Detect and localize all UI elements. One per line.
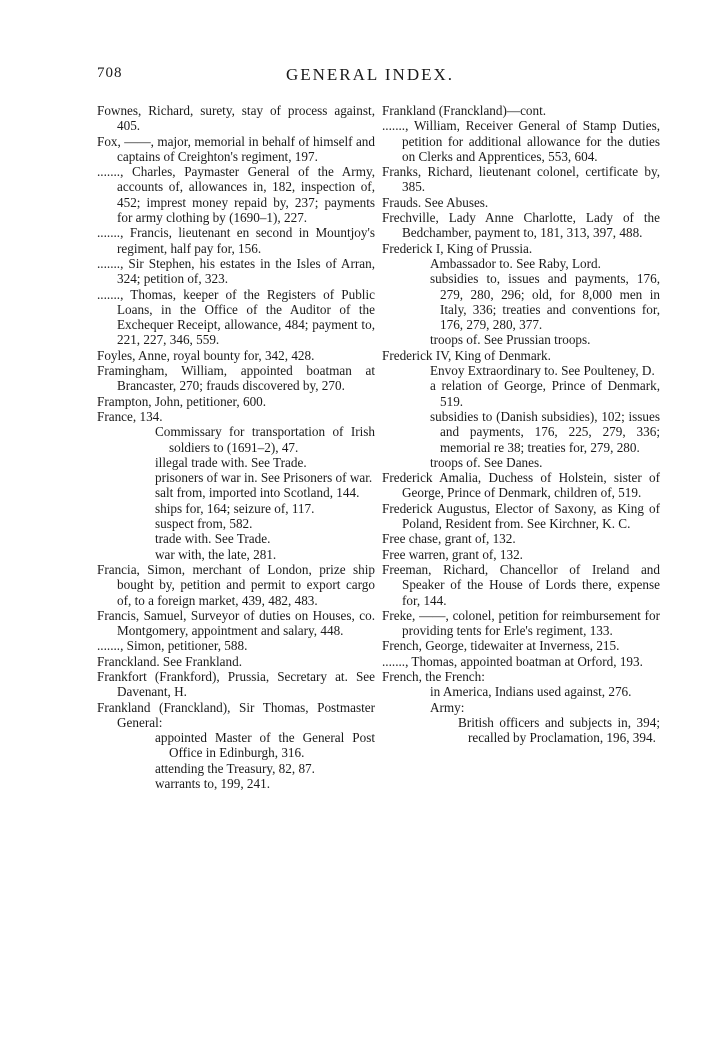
index-column-right [382, 103, 660, 745]
index-entry: French, George, tidewaiter at Inverness, 215. [382, 638, 620, 654]
index-entry: Free chase, grant of, 132. [382, 531, 516, 547]
index-entry: Frampton, John, petitioner, 600. [97, 393, 267, 409]
index-subentry: attending the Treasury, 82, 87. [155, 760, 315, 776]
index-subentry: illegal trade with. See Trade. [155, 454, 307, 470]
index-entry: French, the French: [382, 668, 485, 684]
index-subentry: subsidies to (Danish subsidies), 102; issues and payments, 176, 225, 279, 336; memorial re 38; treaties for, 279, 280. [430, 408, 660, 455]
index-entry: Frankland (Franckland)—cont. [382, 103, 547, 118]
index-entry: Frederick Augustus, Elector of Saxony, as King of Poland, Resident from. See Kirchner, K. C. [382, 500, 660, 532]
index-entry: Frederick Amalia, Duchess of Holstein, sister of George, Prince of Denmark, children of, 519. [382, 470, 660, 501]
index-subentry: British officers and subjects in, 394; recalled by Proclamation, 196, 394. [458, 714, 660, 746]
index-subentry: troops of. See Danes. [430, 454, 543, 470]
index-subentry: appointed Master of the General Post Office in Edinburgh, 316. [155, 730, 375, 761]
index-entry: Francis, Samuel, Surveyor of duties on Houses, co. Montgomery, appointment and salary, 448. [97, 607, 375, 639]
index-entry: Free warren, grant of, 132. [382, 546, 523, 562]
index-subentry: salt from, imported into Scotland, 144. [155, 485, 360, 501]
index-entry: Frechville, Lady Anne Charlotte, Lady of the Bedchamber, payment to, 181, 313, 397, 488. [382, 210, 660, 241]
page-number: 708 [97, 65, 123, 81]
index-entry: ......., Francis, lieutenant en second in Mountjoy's regiment, half pay for, 156. [97, 225, 375, 256]
running-head: GENERAL INDEX. [285, 65, 455, 84]
index-subentry: in America, Indians used against, 276. [430, 684, 632, 700]
index-subentry: prisoners of war in. See Prisoners of war. [155, 470, 373, 486]
index-column-left [97, 103, 375, 791]
index-entry: ......., Charles, Paymaster General of the Army, accounts of, allowances in, 182, inspection of, 452; imprest money repaid by, 237; payments for army clothing by (1690–1), 227. [97, 164, 375, 226]
index-entry: Francia, Simon, merchant of London, prize ship bought by, petition and permit to export cargo of, to a foreign market, 439, 482, 483. [97, 561, 375, 608]
index-subentry: Ambassador to. See Raby, Lord. [430, 255, 601, 271]
index-subentry: suspect from, 582. [155, 516, 253, 532]
index-entry: France, 134. [97, 408, 163, 424]
index-subentry: trade with. See Trade. [155, 531, 271, 547]
index-subentry: warrants to, 199, 241. [155, 776, 271, 792]
index-entry: ......., William, Receiver General of Stamp Duties, petition for additional allowance for the duties on Clerks and Apprentices, 553, 604. [382, 118, 660, 164]
index-entry: Fownes, Richard, surety, stay of process against, 405. [97, 103, 375, 134]
index-entry: Freeman, Richard, Chancellor of Ireland and Speaker of the House of Lords there, expense for, 144. [382, 561, 660, 608]
index-entry: ......., Simon, petitioner, 588. [97, 638, 248, 654]
index-entry: Frederick I, King of Prussia. [382, 240, 533, 256]
index-subentry: Army: [430, 699, 465, 715]
index-entry: Fox, ——, major, memorial in behalf of himself and captains of Creighton's regiment, 197. [97, 133, 375, 164]
index-entry: ......., Thomas, appointed boatman at Orford, 193. [382, 653, 643, 669]
index-entry: Frankfort (Frankford), Prussia, Secretary at. See Davenant, H. [97, 668, 375, 700]
index-subentry: subsidies to, issues and payments, 176, 279, 280, 296; old, for 8,000 men in Italy, 336; treaties and conventions for, 176, 279, 280, 377. [430, 271, 660, 333]
index-entry: Freke, ——, colonel, petition for reimbursement for providing tents for Erle's regiment, 133. [382, 607, 660, 639]
index-subentry: a relation of George, Prince of Denmark, 519. [430, 378, 660, 409]
index-entry: Franckland. See Frankland. [97, 653, 243, 669]
index-entry: ......., Sir Stephen, his estates in the Isles of Arran, 324; petition of, 323. [97, 255, 375, 287]
index-entry: Frauds. See Abuses. [382, 194, 489, 210]
index-entry: Framingham, William, appointed boatman at Brancaster, 270; frauds discovered by, 270. [97, 363, 375, 394]
index-entry: Frederick IV, King of Denmark. [382, 347, 551, 363]
index-subentry: Envoy Extraordinary to. See Poulteney, D. [430, 363, 655, 379]
index-entry: Franks, Richard, lieutenant colonel, certificate by, 385. [382, 164, 660, 195]
index-entry: Foyles, Anne, royal bounty for, 342, 428. [97, 347, 315, 363]
index-entry: ......., Thomas, keeper of the Registers of Public Loans, in the Office of the Auditor of the Exchequer Receipt, allowance, 484; payment to, 221, 227, 346, 559. [97, 286, 375, 348]
index-entry: Frankland (Franckland), Sir Thomas, Postmaster General: [97, 699, 375, 730]
index-subentry: ships for, 164; seizure of, 117. [155, 500, 315, 516]
index-subentry: troops of. See Prussian troops. [430, 332, 591, 348]
index-subentry: Commissary for transportation of Irish soldiers to (1691–2), 47. [155, 424, 375, 455]
index-subentry: war with, the late, 281. [155, 546, 277, 562]
